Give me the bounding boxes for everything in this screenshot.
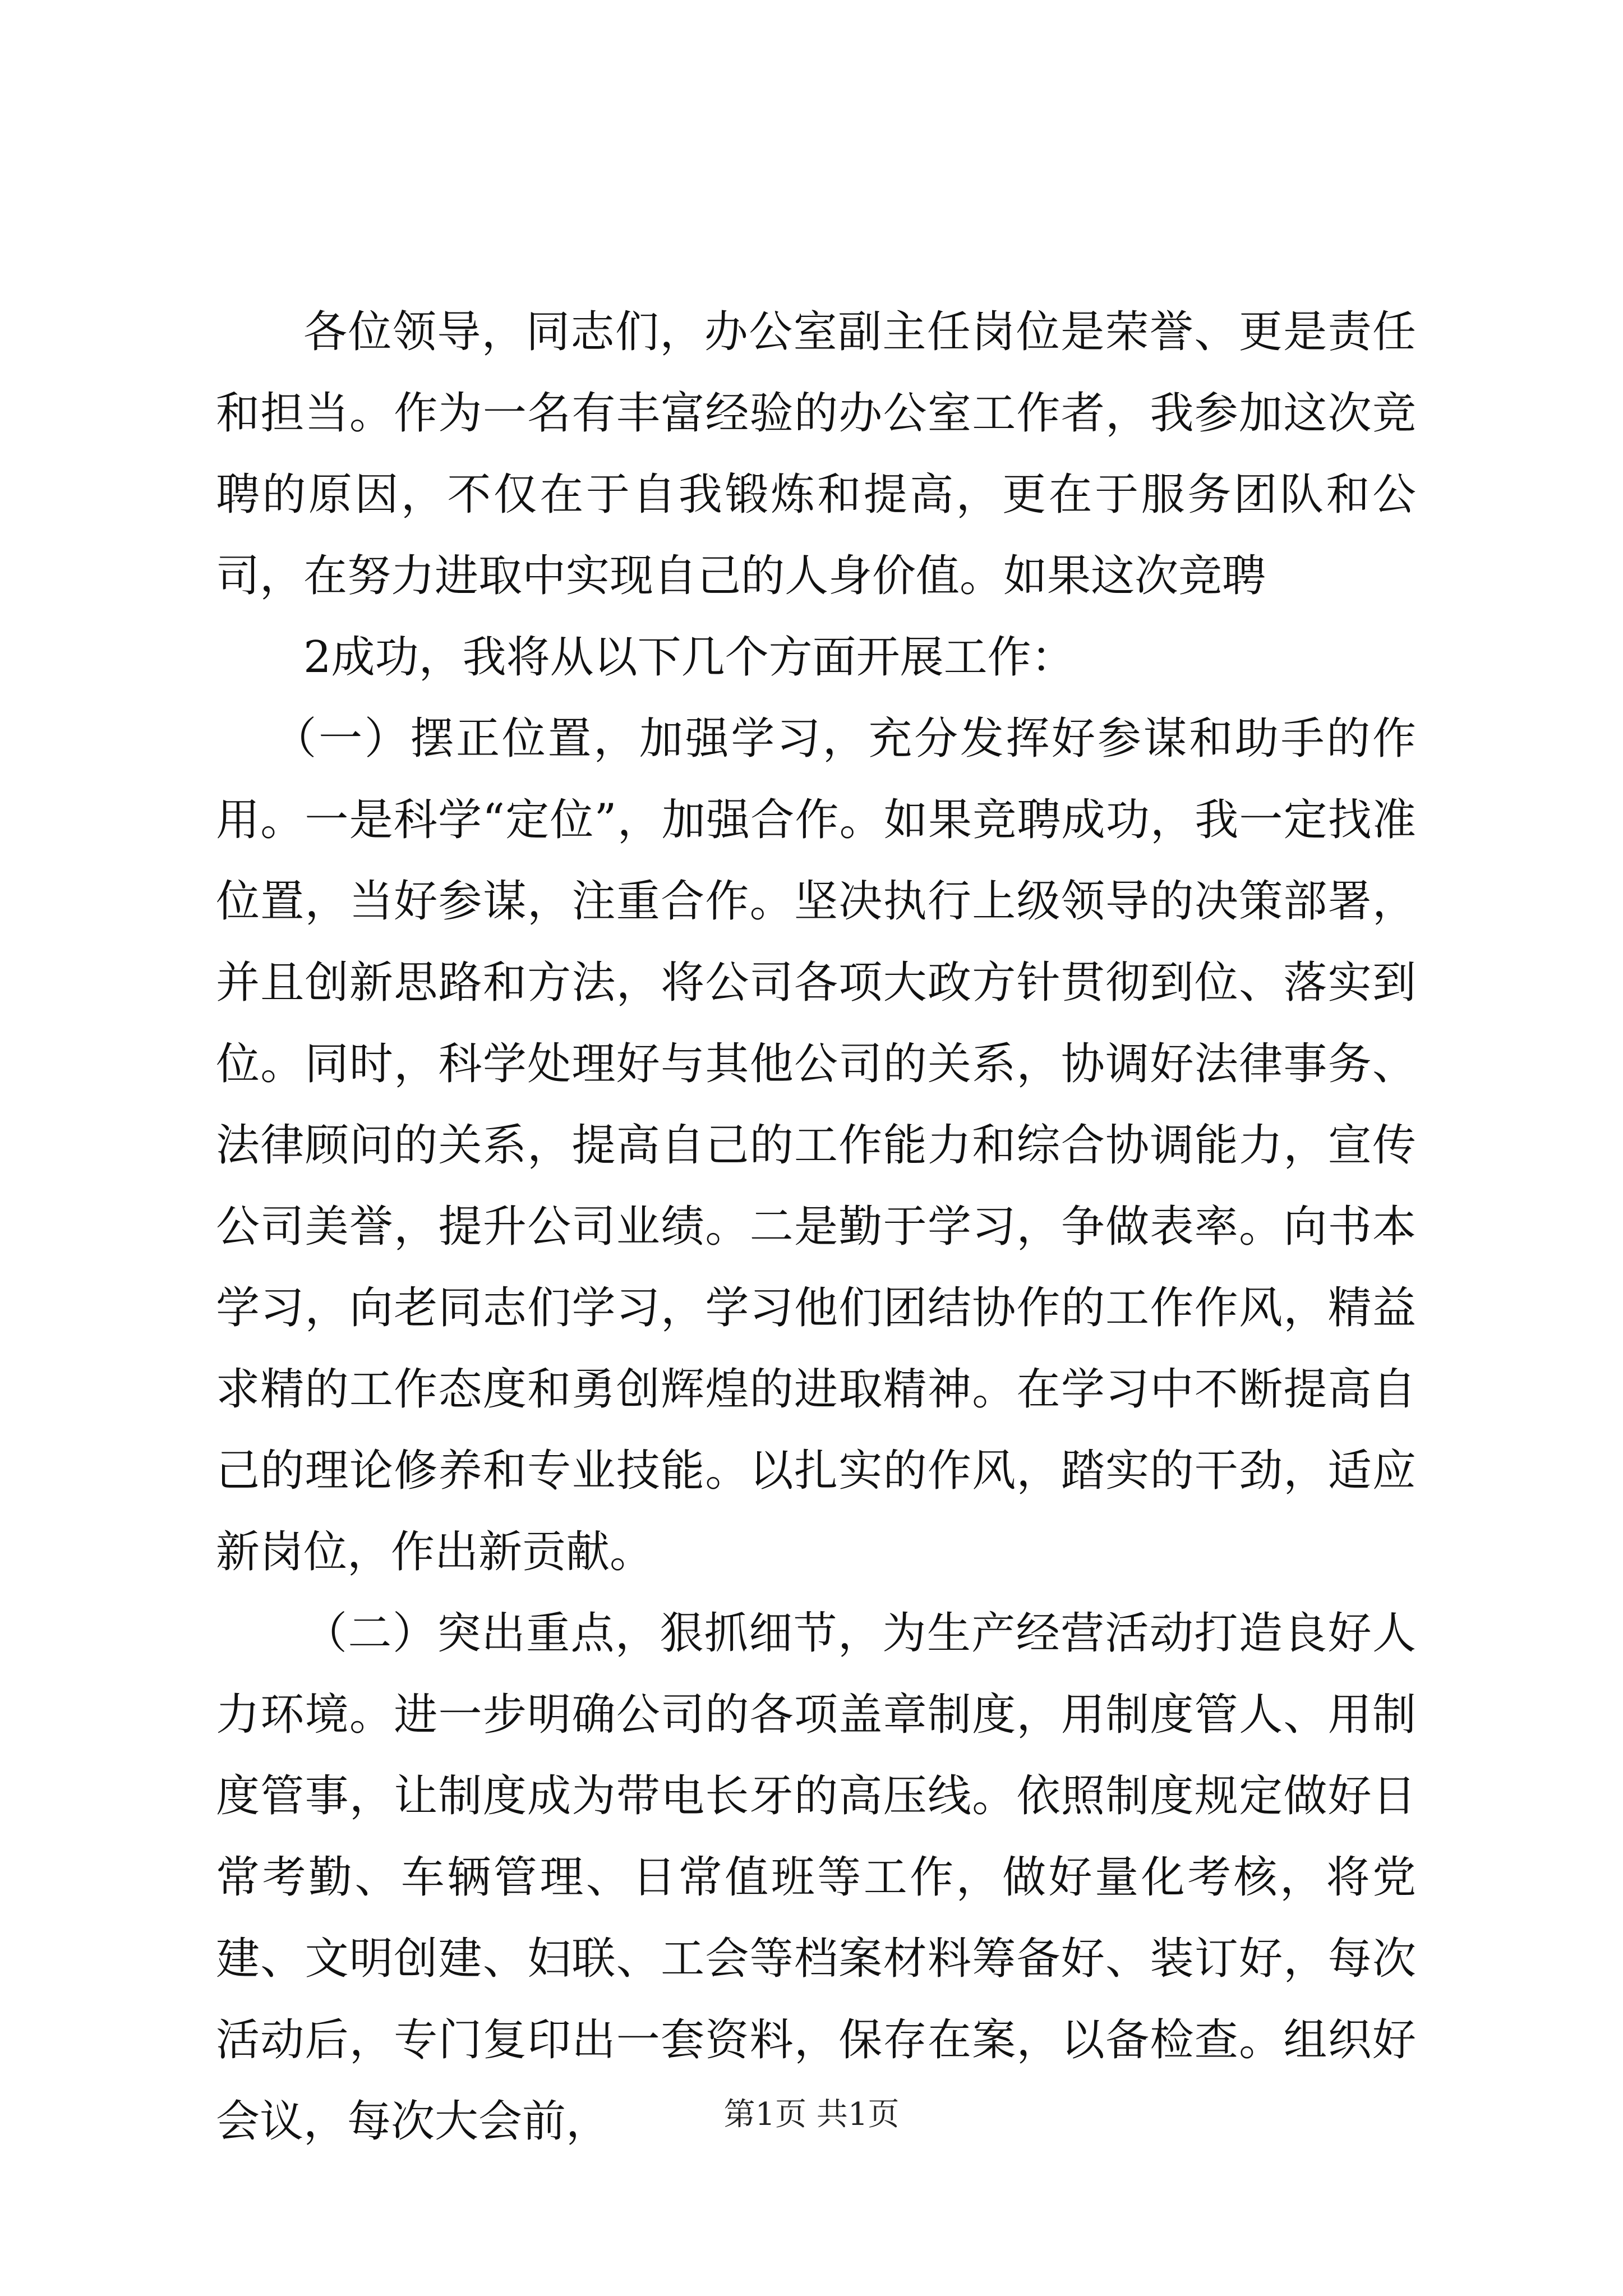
page-footer: 第1页 共1页	[723, 2096, 900, 2133]
paragraph-4: （二）突出重点，狠抓细节，为生产经营活动打造良好人力环境。进一步明确公司的各项盖章制度，用制度管人、用制度管事，让制度成为带电长牙的高压线。依照制度规定做好日常考勤、车辆管理、日常值班等工作，做好量化考核，将党建、文明创建、妇联、工会等档案材料筹备好、装订好，每次活动后，专门复印出一套资料，保存在案，以备检查。组织好会议，每次大会前，	[216, 1608, 1416, 2147]
document-body	[216, 292, 1416, 2162]
paragraph-1: 各位领导，同志们，办公室副主任岗位是荣誉、更是责任和担当。作为一名有丰富经验的办公室工作者，我参加这次竞聘的原因，不仅在于自我锻炼和提高，更在于服务团队和公司，在努力进取中实现自己的人身价值。如果这次竞聘	[216, 307, 1416, 601]
paragraph-2: 2成功，我将从以下几个方面开展工作：	[303, 632, 1075, 683]
paragraph-3: （一）摆正位置，加强学习，充分发挥好参谋和助手的作用。一是科学“定位”，加强合作。如果竞聘成功，我一定找准位置，当好参谋，注重合作。坚决执行上级领导的决策部署，并且创新思路和方法，将公司各项大政方针贯彻到位、落实到位。同时，科学处理好与其他公司的关系，协调好法律事务、法律顾问的关系，提高自己的工作能力和综合协调能力，宣传公司美誉，提升公司业绩。二是勤于学习，争做表率。向书本学习，向老同志们学习，学习他们团结协作的工作作风，精益求精的工作态度和勇创辉煌的进取精神。在学习中不断提高自己的理论修养和专业技能。以扎实的作风，踏实的干劲，适应新岗位，作出新贡献。	[216, 714, 1416, 1577]
